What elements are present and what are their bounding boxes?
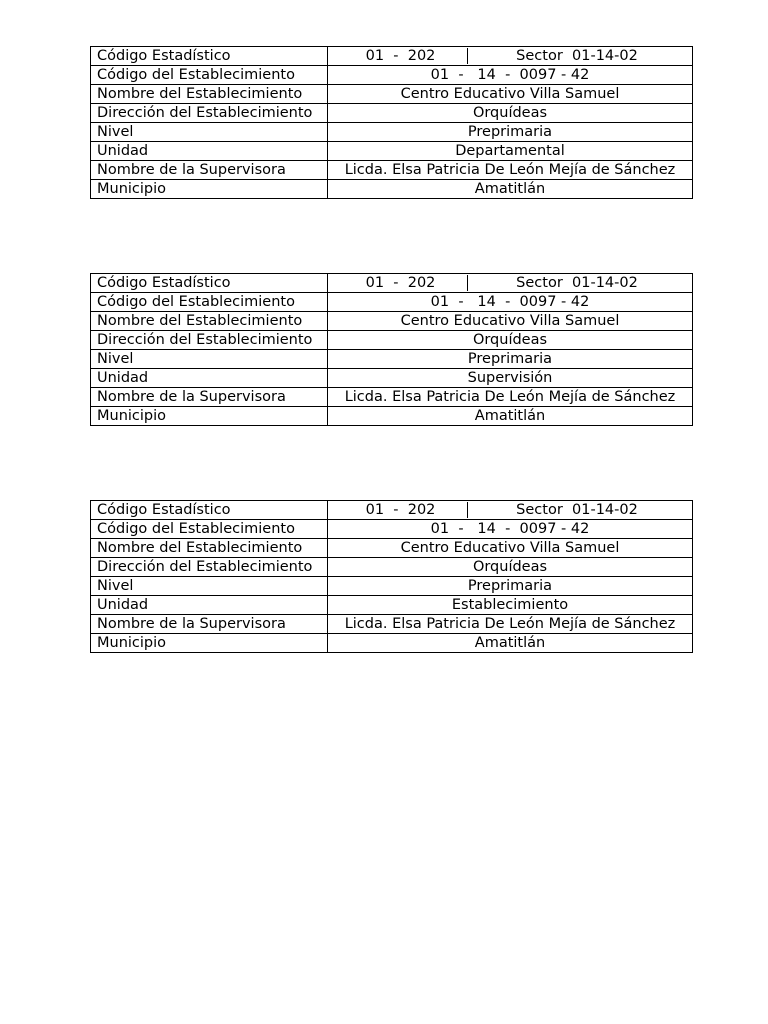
nombre-establecimiento-value: Centro Educativo Villa Samuel (328, 312, 693, 331)
codigo-estadistico-label: Código Estadístico (91, 501, 328, 520)
direccion-label-cell (91, 104, 328, 123)
supervisora-value: Licda. Elsa Patricia De León Mejía de Sánchez (328, 161, 693, 180)
codigo-establecimiento-label: Código del Establecimiento (91, 520, 328, 539)
sector-value: Sector 01-14-02 (516, 502, 638, 518)
table-row (91, 180, 693, 199)
table-row (91, 350, 693, 369)
codigo-estadistico-label: Código Estadístico (91, 47, 328, 66)
codigo-estadistico-cell (328, 47, 693, 66)
codigo-establecimiento-label: Código del Establecimiento (91, 66, 328, 85)
nivel-value: Preprimaria (328, 577, 693, 596)
table-row (91, 615, 693, 634)
unidad-label: Unidad (91, 596, 328, 615)
municipio-label: Municipio (91, 180, 328, 199)
nombre-establecimiento-label: Nombre del Establecimiento (91, 312, 328, 331)
table-row (91, 312, 693, 331)
unidad-value: Departamental (328, 142, 693, 161)
table-row (91, 161, 693, 180)
nombre-establecimiento-value: Centro Educativo Villa Samuel (328, 539, 693, 558)
nombre-establecimiento-value: Centro Educativo Villa Samuel (328, 85, 693, 104)
establishment-table-2 (90, 273, 693, 426)
codigo-establecimiento-value: 01 - 14 - 0097 - 42 (328, 293, 693, 312)
direccion-value: Orquídeas (328, 104, 693, 123)
municipio-label: Municipio (91, 407, 328, 426)
table-row (91, 142, 693, 161)
municipio-value: Amatitlán (328, 634, 693, 653)
codigo-establecimiento-label: Código del Establecimiento (91, 293, 328, 312)
table-row (91, 388, 693, 407)
codigo-estadistico-value: 01 - 202 (365, 502, 436, 518)
direccion-label-cell (91, 331, 328, 350)
nivel-value: Preprimaria (328, 123, 693, 142)
table-row (91, 85, 693, 104)
table-row (91, 520, 693, 539)
supervisora-label: Nombre de la Supervisora (91, 388, 328, 407)
codigo-establecimiento-value: 01 - 14 - 0097 - 42 (328, 66, 693, 85)
codigo-estadistico-value: 01 - 202 (365, 48, 436, 64)
direccion-label: Dirección del Establecimiento (97, 559, 313, 575)
table-row (91, 501, 693, 520)
nivel-label: Nivel (91, 577, 328, 596)
supervisora-label: Nombre de la Supervisora (91, 161, 328, 180)
supervisora-value: Licda. Elsa Patricia De León Mejía de Sánchez (328, 615, 693, 634)
sector-value: Sector 01-14-02 (516, 48, 638, 64)
table-row (91, 293, 693, 312)
direccion-value: Orquídeas (328, 331, 693, 350)
table-row (91, 47, 693, 66)
table-row (91, 104, 693, 123)
nivel-value: Preprimaria (328, 350, 693, 369)
nivel-label: Nivel (91, 350, 328, 369)
unidad-value: Supervisión (328, 369, 693, 388)
direccion-label-cell (91, 558, 328, 577)
table-row (91, 539, 693, 558)
table-row (91, 274, 693, 293)
table-row (91, 596, 693, 615)
unidad-label: Unidad (91, 142, 328, 161)
table-row (91, 331, 693, 350)
table-row (91, 369, 693, 388)
unidad-value: Establecimiento (328, 596, 693, 615)
direccion-label: Dirección del Establecimiento (97, 332, 313, 348)
table-row (91, 558, 693, 577)
supervisora-value: Licda. Elsa Patricia De León Mejía de Sánchez (328, 388, 693, 407)
codigo-estadistico-label: Código Estadístico (91, 274, 328, 293)
sector-value: Sector 01-14-02 (516, 275, 638, 291)
municipio-value: Amatitlán (328, 180, 693, 199)
codigo-estadistico-cell (328, 501, 693, 520)
nombre-establecimiento-label: Nombre del Establecimiento (91, 539, 328, 558)
unidad-label: Unidad (91, 369, 328, 388)
direccion-label: Dirección del Establecimiento (97, 105, 313, 121)
table-row (91, 123, 693, 142)
establishment-table-1 (90, 46, 693, 199)
table-row (91, 407, 693, 426)
table-row (91, 634, 693, 653)
supervisora-label: Nombre de la Supervisora (91, 615, 328, 634)
codigo-estadistico-cell (328, 274, 693, 293)
municipio-value: Amatitlán (328, 407, 693, 426)
nombre-establecimiento-label: Nombre del Establecimiento (91, 85, 328, 104)
codigo-estadistico-value: 01 - 202 (365, 275, 436, 291)
codigo-establecimiento-value: 01 - 14 - 0097 - 42 (328, 520, 693, 539)
nivel-label: Nivel (91, 123, 328, 142)
municipio-label: Municipio (91, 634, 328, 653)
direccion-value: Orquídeas (328, 558, 693, 577)
table-row (91, 66, 693, 85)
table-row (91, 577, 693, 596)
establishment-table-3 (90, 500, 693, 653)
